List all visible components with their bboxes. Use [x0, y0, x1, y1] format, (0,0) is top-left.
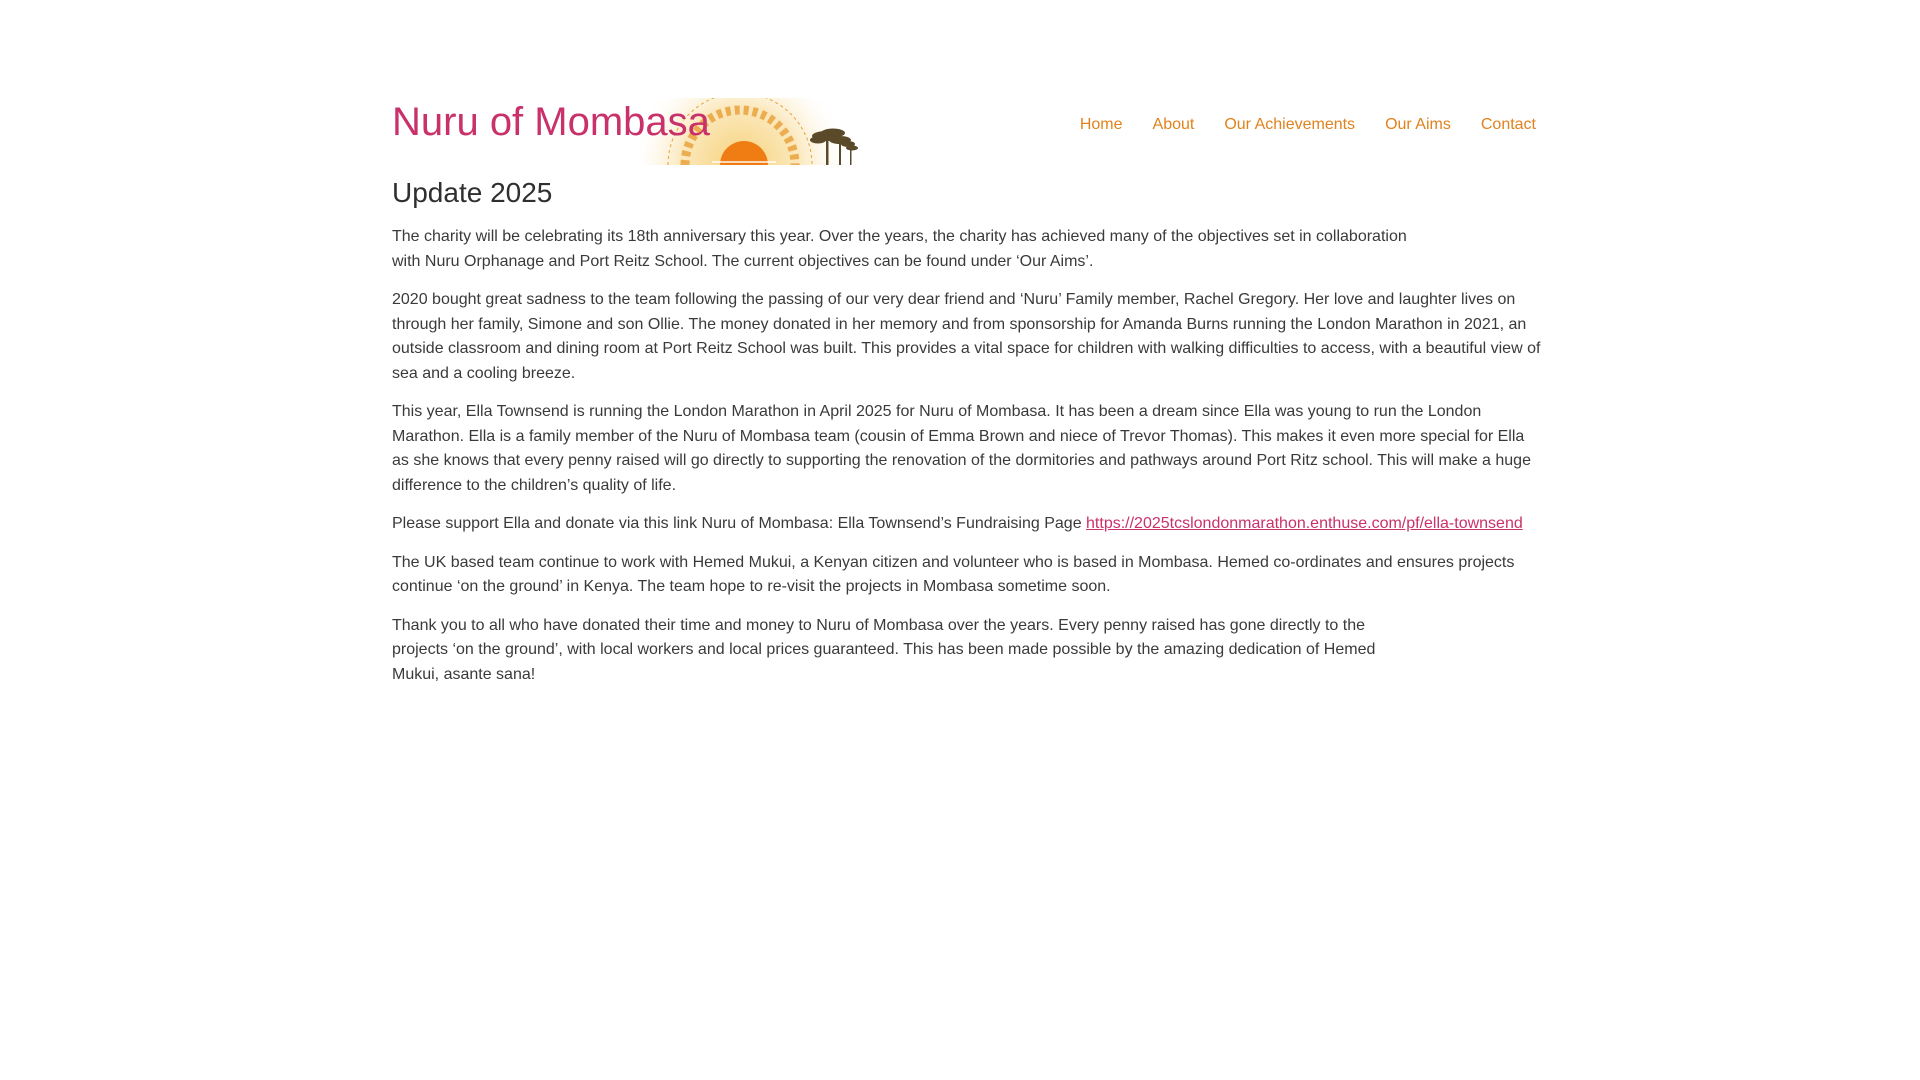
nav-home[interactable]: Home [1079, 116, 1123, 133]
nav-our-aims[interactable]: Our Aims [1385, 116, 1451, 133]
paragraph-donate [392, 512, 1544, 537]
site-header [392, 80, 1544, 165]
donate-text: Please support Ella and donate via this link Nuru of Mombasa: Ella Townsend’s Fundraising Page [392, 515, 1087, 532]
paragraph-thank-you: Thank you to all who have donated their time and money to Nuru of Mombasa over the years. Every penny raised has gone directly to the projects ‘on the ground’, with local workers and local prices guaranteed. This has been made possible by the amazing dedication of Hemed Mukui, asante sana! [392, 616, 1376, 683]
main-nav [1080, 116, 1536, 134]
page-container [392, 80, 1544, 701]
paragraph-rachel: 2020 bought great sadness to the team following the passing of our very dear friend and ‘Nuru’ Family member, Rachel Gregory. Her love and laughter lives on through her family, Simone and son Ollie. The money donated in her memory and from sponsorship for Amanda Burns running the London Marathon in 2021, an outside classroom and dining room at Port Reitz School was built. This provides a vital space for children with walking difficulties to access, with a beautiful view of sea and a cooling breeze. [392, 291, 1541, 382]
paragraph-ella: This year, Ella Townsend is running the London Marathon in April 2025 for Nuru of Mombasa. It has been a dream since Ella was young to run the London Marathon. Ella is a family member of the Nuru of Mombasa team (cousin of Emma Brown and niece of Trevor Thomas). This makes it even more special for Ella as she knows that every penny raised will go directly to supporting the renovation of the dormitories and pathways around Port Ritz school. This will make a huge difference to the children’s quality of life. [392, 403, 1531, 494]
fundraising-link[interactable]: https://2025tcslondonmarathon.enthuse.com/pf/ella-townsend [1086, 515, 1523, 532]
main-content [392, 177, 1544, 687]
nav-about[interactable]: About [1152, 116, 1195, 133]
paragraph-anniversary: The charity will be celebrating its 18th anniversary this year. Over the years, the charity has achieved many of the objectives set in collaboration with Nuru Orphanage and Port Reitz School. The current objectives can be found under ‘Our Aims’. [392, 228, 1407, 270]
paragraph-uk-team: The UK based team continue to work with Hemed Mukui, a Kenyan citizen and volunteer who is based in Mombasa. Hemed co-ordinates and ensures projects continue ‘on the ground’ in Kenya. The team hope to re-visit the projects in Mombasa sometime soon. [392, 553, 1515, 595]
nav-our-achievements[interactable]: Our Achievements [1224, 116, 1356, 133]
nav-contact[interactable]: Contact [1480, 116, 1536, 133]
site-title-link[interactable]: Nuru of Mombasa [392, 100, 710, 144]
page-heading: Update 2025 [392, 177, 553, 208]
